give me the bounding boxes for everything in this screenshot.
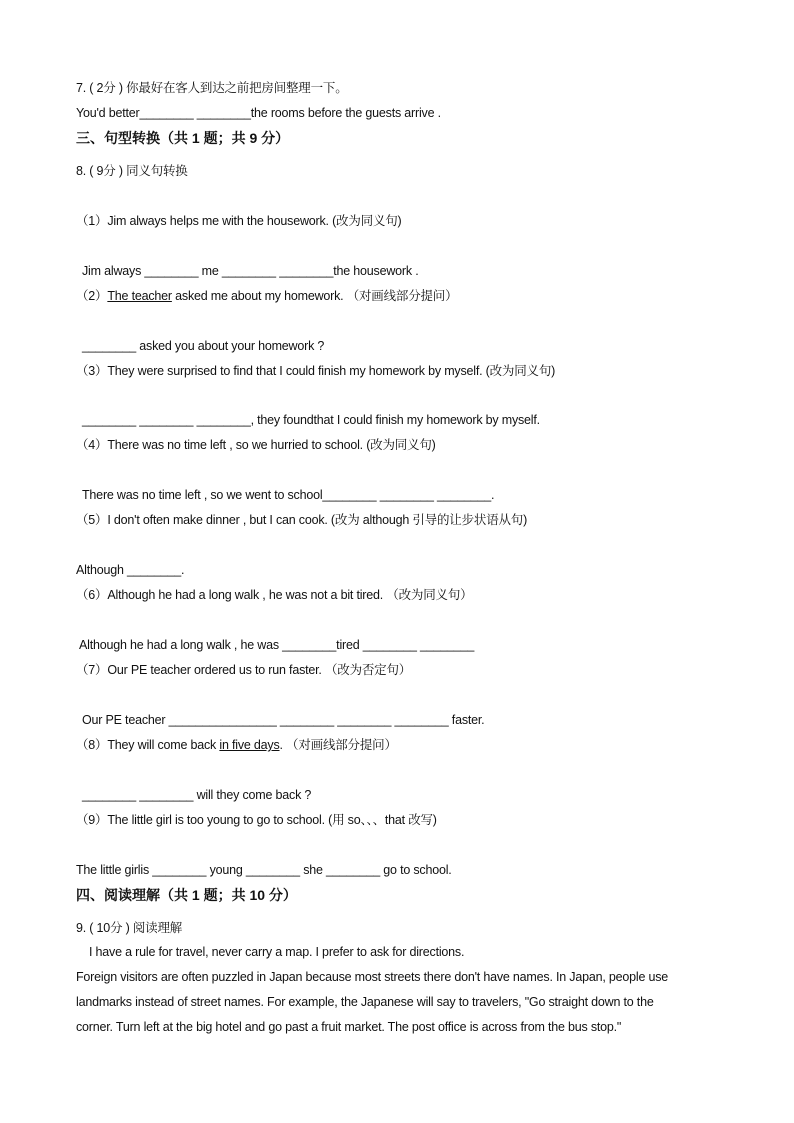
q8-item-4-answer: There was no time left , so we went to school________ ________ ________. [82, 488, 495, 502]
q7-line: You'd better________ ________the rooms before the guests arrive . [76, 106, 441, 120]
q8-item-7-answer: Our PE teacher ________________ ________ ________ ________ faster. [82, 713, 485, 727]
q7-head: 7. ( 2分 ) 你最好在客人到达之前把房间整理一下。 [76, 81, 348, 95]
q8-item-7-prompt: （7）Our PE teacher ordered us to run faster. （改为否定句） [76, 663, 412, 677]
q8-item-2-pre: （2） [76, 289, 108, 303]
q8-item-3-prompt: （3）They were surprised to find that I could finish my homework by myself. (改为同义句) [76, 364, 556, 378]
q9-paragraph-1: I have a rule for travel, never carry a map. I prefer to ask for directions. [89, 945, 465, 959]
q8-item-8-answer: ________ ________ will they come back ? [82, 788, 312, 802]
q8-item-6-answer: Although he had a long walk , he was ________tired ________ ________ [79, 638, 475, 652]
q8-item-2-post: asked me about my homework. （对画线部分提问） [171, 289, 458, 303]
q8-item-3-answer: ________ ________ ________, they foundthat I could finish my homework by myself. [82, 413, 540, 427]
q8-item-9-answer: The little girlis ________ young ________ she ________ go to school. [76, 863, 452, 877]
section-3-title: 三、句型转换（共 1 题；共 9 分） [76, 130, 290, 146]
q8-item-8-underlined: in five days [219, 738, 280, 752]
q8-head: 8. ( 9分 ) 同义句转换 [76, 164, 188, 178]
q8-item-1-answer: Jim always ________ me ________ ________the housework . [82, 264, 419, 278]
section-4-title: 四、阅读理解（共 1 题；共 10 分） [76, 887, 297, 903]
q9-paragraph-2-line-2: landmarks instead of street names. For example, the Japanese will say to travelers, "Go straight down to the [76, 995, 654, 1009]
q8-item-5-prompt: （5）I don't often make dinner , but I can cook. (改为 although 引导的让步状语从句) [76, 513, 528, 527]
q8-item-2-prompt [76, 288, 457, 304]
q8-item-5-answer: Although ________. [76, 563, 185, 577]
q8-item-2-answer: ________ asked you about your homework ? [82, 339, 325, 353]
q8-item-8-post: . （对画线部分提问） [279, 738, 397, 752]
q8-item-6-prompt: （6）Although he had a long walk , he was not a bit tired. （改为同义句） [76, 588, 473, 602]
q8-item-1-prompt: （1）Jim always helps me with the housework. (改为同义句) [76, 214, 402, 228]
q8-item-8-pre: （8）They will come back [76, 738, 220, 752]
q8-item-8-prompt [76, 737, 397, 753]
q8-item-4-prompt: （4）There was no time left , so we hurried to school. (改为同义句) [76, 438, 436, 452]
q9-paragraph-2-line-1: Foreign visitors are often puzzled in Japan because most streets there don't have names. In Japan, people use [76, 970, 669, 984]
q8-item-9-prompt: （9）The little girl is too young to go to school. (用 so、、、that 改写) [76, 813, 437, 827]
q9-paragraph-2-line-3: corner. Turn left at the big hotel and go past a fruit market. The post office is across from the bus stop." [76, 1020, 622, 1034]
q8-item-2-underlined: The teacher [107, 289, 172, 303]
q9-head: 9. ( 10分 ) 阅读理解 [76, 921, 183, 935]
